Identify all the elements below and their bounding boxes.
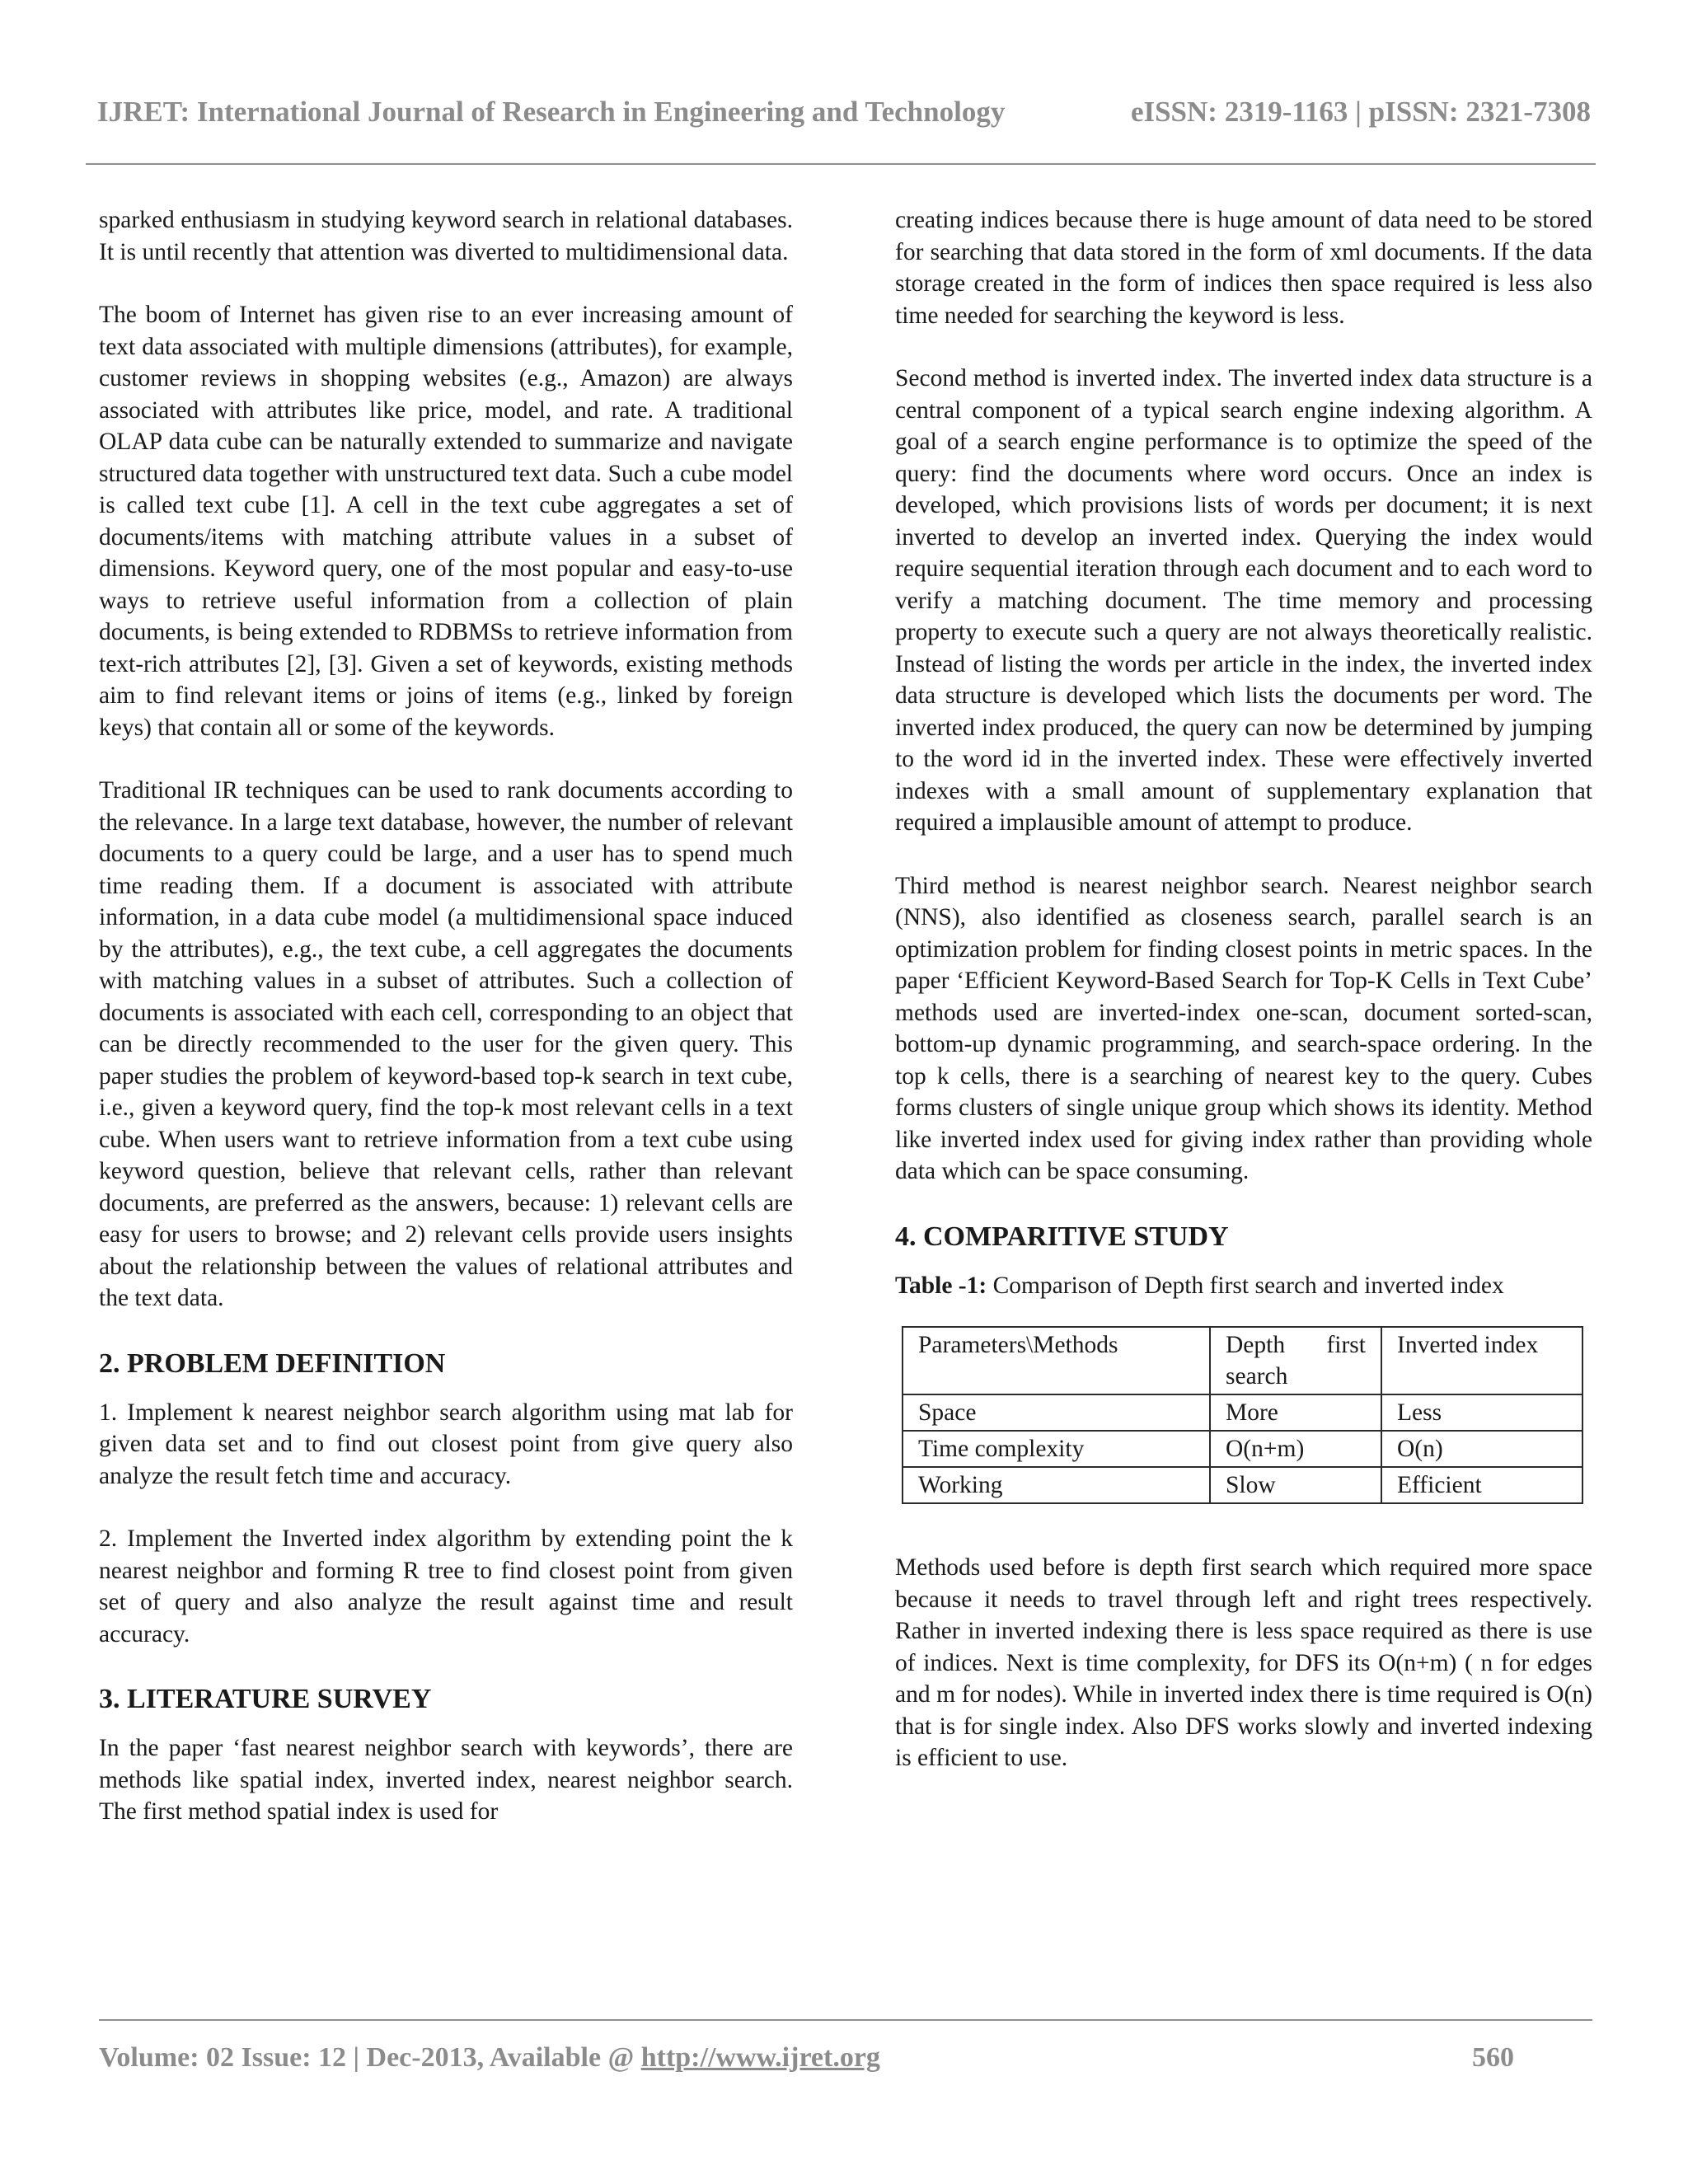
header-divider: [86, 163, 1596, 165]
journal-title: IJRET: International Journal of Research in Engineering and Technology: [97, 96, 1006, 128]
table-cell: Space: [903, 1394, 1210, 1431]
table-header-cell: Inverted index: [1381, 1327, 1582, 1394]
paragraph: Third method is nearest neighbor search. Nearest neighbor search (NNS), also identified as closeness search, parallel search is an optimization problem for finding closest points in metric spaces. In the paper ‘Efficient Keyword-Based Search for Top-K Cells in Text Cube’ methods used are inverted-index one-scan, document sorted-scan, bottom-up dynamic programming, and search-space ordering. In the top k cells, there is a searching of nearest key to the query. Cubes forms clusters of single unique group which shows its identity. Method like inverted index used for giving index rather than providing whole data which can be space consuming.: [895, 872, 1592, 1184]
journal-link[interactable]: http://www.ijret.org: [640, 2042, 880, 2073]
right-column: [895, 204, 1592, 1774]
running-header: [97, 96, 1591, 129]
table-header-row: [903, 1327, 1582, 1394]
page-number: 560: [1472, 2042, 1514, 2073]
table-cell: Efficient: [1381, 1467, 1582, 1503]
table-cell: Time complexity: [903, 1431, 1210, 1467]
comparison-table: [902, 1326, 1583, 1504]
paragraph: Methods used before is depth first search which required more space because it needs to travel through left and right trees respectively. Rather in inverted indexing there is less space required as there is use of indices. Next is time complexity, for DFS its O(n+m) ( n for edges and m for nodes). While in inverted index there is time required is O(n) that is for single index. Also DFS works slowly and inverted indexing is efficient to use.: [895, 1554, 1592, 1771]
paragraph: 2. Implement the Inverted index algorithm by extending point the k nearest neighbor and forming R tree to find closest point from given set of query and also analyze the result against time and result accuracy.: [99, 1526, 793, 1647]
table-row: [903, 1467, 1582, 1503]
table-cell: Working: [903, 1467, 1210, 1503]
paragraph: 1. Implement k nearest neighbor search algorithm using mat lab for given data set and to find out closest point from give query also analyze the result fetch time and accuracy.: [99, 1399, 793, 1489]
issn-info: eISSN: 2319-1163 | pISSN: 2321-7308: [1130, 96, 1591, 128]
paragraph: In the paper ‘fast nearest neighbor search with keywords’, there are methods like spatial index, inverted index, nearest neighbor search. The first method spatial index is used for: [99, 1735, 793, 1825]
paragraph: The boom of Internet has given rise to an ever increasing amount of text data associated with multiple dimensions (attributes), for example, customer reviews in shopping websites (e.g., Amazon) are always associated with attributes like price, model, and rate. A traditional OLAP data cube can be naturally extended to summarize and navigate structured data together with unstructured text data. Such a cube model is called text cube [1]. A cell in the text cube aggregates a set of documents/items with matching attribute values in a subset of dimensions. Keyword query, one of the most popular and easy-to-use ways to retrieve useful information from a collection of plain documents, is being extended to RDBMSs to retrieve information from text-rich attributes [2], [3]. Given a set of keywords, existing methods aim to find relevant items or joins of items (e.g., linked by foreign keys) that contain all or some of the keywords.: [99, 302, 793, 741]
table-header-cell: Depth first search: [1210, 1327, 1381, 1394]
footer-divider: [99, 2019, 1592, 2021]
table-cell: O(n+m): [1210, 1431, 1381, 1467]
table-cell: More: [1210, 1394, 1381, 1431]
table-row: [903, 1394, 1582, 1431]
paragraph: Traditional IR techniques can be used to rank documents according to the relevance. In a large text database, however, the number of relevant documents to a query could be large, and a user has to spend much time reading them. If a document is associated with attribute information, in a data cube model (a multidimensional space induced by the attributes), e.g., the text cube, a cell aggregates the documents with matching values in a subset of attributes. Such a collection of documents is associated with each cell, corresponding to an object that can be directly recommended to the user for the given query. This paper studies the problem of keyword-based top-k search in text cube, i.e., given a keyword query, find the top-k most relevant cells in a text cube. When users want to retrieve information from a text cube using keyword question, believe that relevant cells, rather than relevant documents, are preferred as the answers, because: 1) relevant cells are easy for users to browse; and 2) relevant cells provide users insights about the relationship between the values of relational attributes and the text data.: [99, 777, 793, 1311]
table-caption: [895, 1270, 1592, 1302]
table-caption-text: Comparison of Depth first search and inverted index: [992, 1272, 1504, 1299]
table-header-cell: Parameters\Methods: [903, 1327, 1210, 1394]
table-row: [903, 1431, 1582, 1467]
paragraph: Second method is inverted index. The inverted index data structure is a central component of a typical search engine indexing algorithm. A goal of a search engine performance is to optimize the speed of the query: find the documents where word occurs. Once an index is developed, which provisions lists of words per document; it is next inverted to develop an inverted index. Querying the index would require sequential iteration through each document and to each word to verify a matching document. The time memory and processing property to execute such a query are not always theoretically realistic. Instead of listing the words per article in the index, the inverted index data structure is developed which lists the documents per word. The inverted index produced, the query can now be determined by jumping to the word id in the inverted index. These were effectively inverted indexes with a small amount of supplementary explanation that required a implausible amount of attempt to produce.: [895, 365, 1592, 836]
table-cell: O(n): [1381, 1431, 1582, 1467]
paragraph: sparked enthusiasm in studying keyword search in relational databases. It is until recently that attention was diverted to multidimensional data.: [99, 207, 793, 265]
left-column: [99, 204, 793, 1828]
section-heading-literature-survey: 3. LITERATURE SURVEY: [99, 1684, 432, 1714]
table-cell: Slow: [1210, 1467, 1381, 1503]
section-heading-problem-definition: 2. PROBLEM DEFINITION: [99, 1347, 446, 1379]
volume-info: Volume: 02 Issue: 12 | Dec-2013, Available @: [99, 2042, 641, 2073]
running-footer: [99, 2042, 880, 2074]
section-heading-comparitive-study: 4. COMPARITIVE STUDY: [895, 1221, 1229, 1252]
table-caption-label: Table -1:: [895, 1272, 987, 1299]
table-cell: Less: [1381, 1394, 1582, 1431]
paragraph: creating indices because there is huge amount of data need to be stored for searching that data stored in the form of xml documents. If the data storage created in the form of indices then space required is less also time needed for searching the keyword is less.: [895, 207, 1592, 329]
